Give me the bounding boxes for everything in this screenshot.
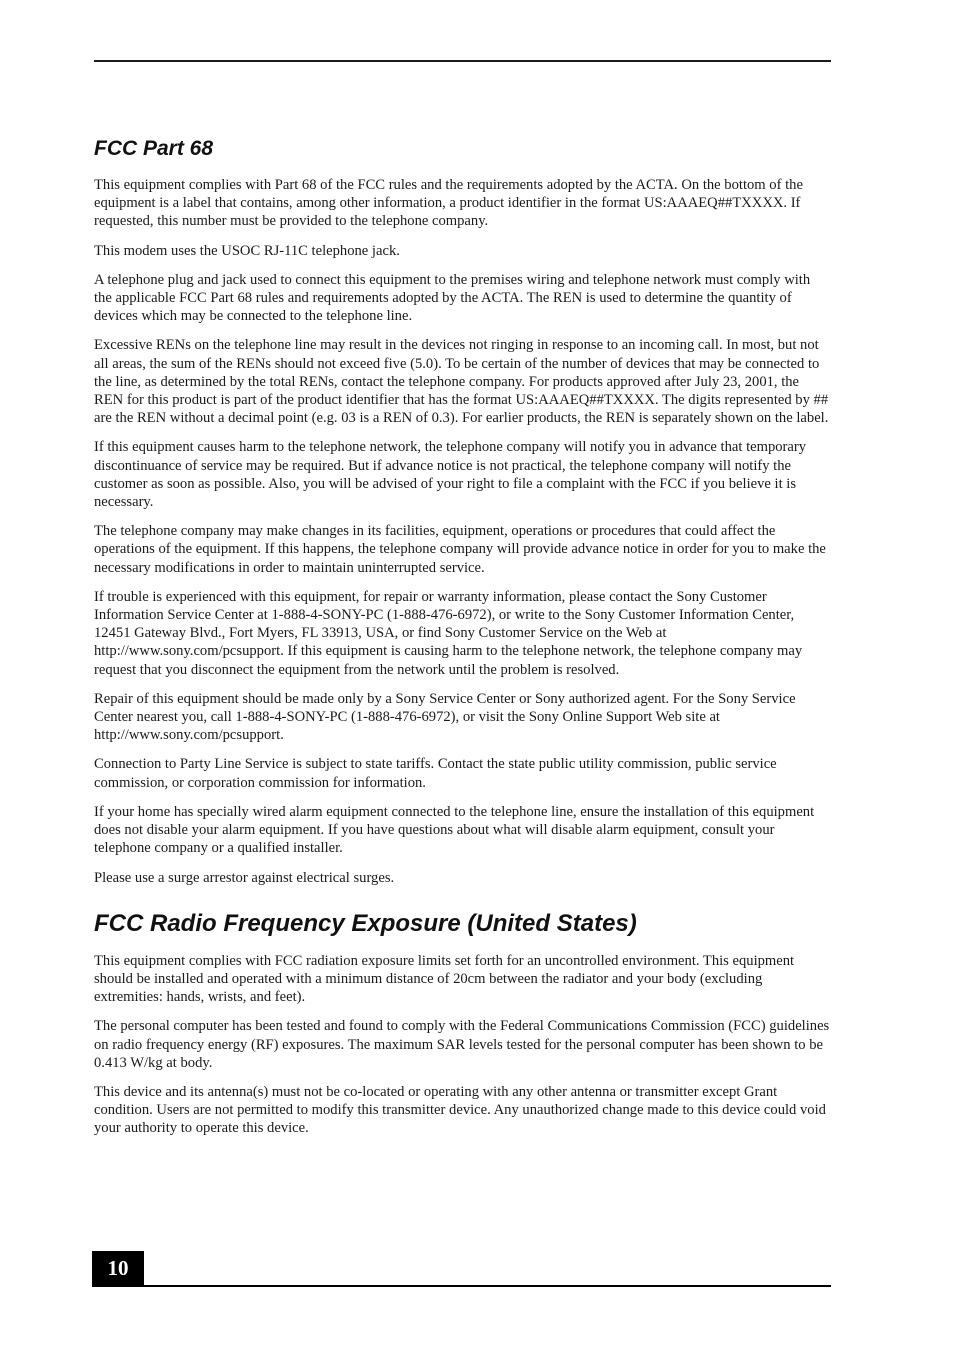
page-footer <box>92 1251 831 1287</box>
section-heading: FCC Part 68 <box>94 137 214 160</box>
paragraph: Please use a surge arrestor against electrical surges. <box>94 869 395 886</box>
footer-rule <box>92 1285 831 1287</box>
paragraph: This equipment complies with Part 68 of the FCC rules and the requirements adopted by the ACTA. On the bottom of the equipment is a label that contains, among other information, a product identifier in the format US:AAAEQ##TXXXX. If requested, this number must be provided to the telephone company. <box>94 177 803 230</box>
paragraph: If this equipment causes harm to the telephone network, the telephone company will notify you in advance that temporary discontinuance of service may be required. But if advance notice is not practical, the telephone company will notify the customer as soon as possible. Also, you will be advised of your right to file a complaint with the FCC if you believe it is necessary. <box>94 439 807 511</box>
paragraph: Repair of this equipment should be made only by a Sony Service Center or Sony authorized agent. For the Sony Service Center nearest you, call 1-888-4-SONY-PC (1-888-476-6972), or visit the Sony Online Support Web site at http://www.sony.com/pcsupport. <box>94 690 796 744</box>
paragraph: The telephone company may make changes in its facilities, equipment, operations or procedures that could affect the operations of the equipment. If this happens, the telephone company will provide advance notice in order for you to make the necessary modifications in order to maintain uninterrupted service. <box>94 523 826 576</box>
page-content <box>94 134 831 1149</box>
section-fcc-rf-exposure <box>94 907 831 1138</box>
paragraph: Connection to Party Line Service is subject to state tariffs. Contact the state public utility commission, public service commission, or corporation commission for information. <box>94 756 777 791</box>
header-rule <box>94 60 831 62</box>
paragraph: The personal computer has been tested and found to comply with the Federal Communications Commission (FCC) guidelines on radio frequency energy (RF) exposures. The maximum SAR levels tested for the personal computer has been shown to be 0.413 W/kg at body. <box>94 1018 830 1071</box>
paragraph: A telephone plug and jack used to connect this equipment to the premises wiring and telephone network must comply with the applicable FCC Part 68 rules and requirements adopted by the ACTA. The REN is used to determine the quantity of devices which may be connected to the telephone line. <box>94 271 811 325</box>
section-fcc-part-68 <box>94 134 831 887</box>
paragraph: This modem uses the USOC RJ-11C telephone jack. <box>94 242 400 259</box>
paragraph: This device and its antenna(s) must not be co-located or operating with any other antenna or transmitter except Grant condition. Users are not permitted to modify this transmitter device. Any unauthorized change made to this device could void your authority to operate this device. <box>94 1083 826 1137</box>
section-heading: FCC Radio Frequency Exposure (United States) <box>94 909 637 937</box>
page-number: 10 <box>92 1251 144 1285</box>
paragraph: If trouble is experienced with this equipment, for repair or warranty information, please contact the Sony Customer Information Service Center at 1-888-4-SONY-PC (1-888-476-6972), or write to the Sony Customer Information Center, 12451 Gateway Blvd., Fort Myers, FL 33913, USA, or find Sony Customer Service on the Web at http://www.sony.com/pcsupport. If this equipment is causing harm to the telephone network, the telephone company may request that you disconnect the equipment from the network until the problem is resolved. <box>94 588 803 678</box>
paragraph: Excessive RENs on the telephone line may result in the devices not ringing in response to an incoming call. In most, but not all areas, the sum of the RENs should not exceed five (5.0). To be certain of the number of devices that may be connected to the line, as determined by the total RENs, contact the telephone company. For products approved after July 23, 2001, the REN for this product is part of the product identifier that has the format US:AAAEQ##TXXXX. The digits represented by ## are the REN without a decimal point (e.g. 03 is a REN of 0.3). For earlier products, the REN is separately shown on the label. <box>94 337 829 427</box>
paragraph: If your home has specially wired alarm equipment connected to the telephone line, ensure the installation of this equipment does not disable your alarm equipment. If you have questions about what will disable alarm equipment, consult your telephone company or a qualified installer. <box>94 803 815 857</box>
paragraph: This equipment complies with FCC radiation exposure limits set forth for an uncontrolled environment. This equipment should be installed and operated with a minimum distance of 20cm between the radiator and your body (excluding extremities: hands, wrists, and feet). <box>94 952 795 1006</box>
